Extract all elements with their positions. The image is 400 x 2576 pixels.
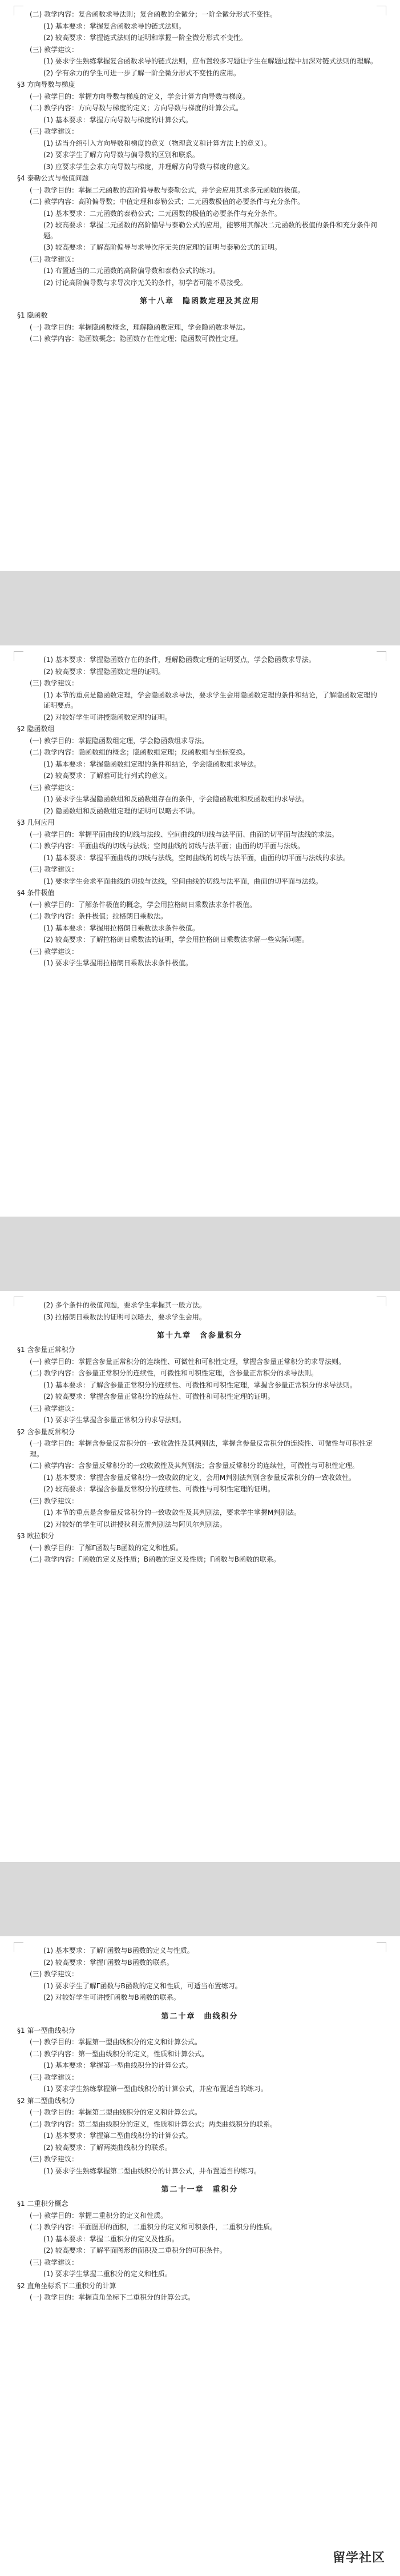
text-line: (三) 教学建议：: [30, 865, 79, 873]
text-line: (二) 教学内容：平面图形的面积，二重积分的定义和可积条件，二重积分的性质。: [30, 2223, 277, 2231]
document-page-4: [0, 1936, 400, 2576]
text-line: (1) 布置适当的二元函数的高阶偏导数和泰勒公式的练习。: [43, 267, 220, 275]
text-line: (2) 较高要求：掌握含参量正常积分的连续性、可微性和可积性定理的证明。: [43, 1393, 274, 1401]
section-heading: §3 欧拉积分: [17, 1532, 55, 1540]
text-line: (1) 基本要求：掌握含参量反常积分一致收敛的定义，会用M判别法判别含参量反常积分的一致收敛性。: [43, 1473, 356, 1482]
text-line: (1) 要求学生掌握二重积分的定义和性质。: [43, 2270, 172, 2278]
text-line: (1) 基本要求：掌握复合函数求导的链式法则。: [43, 22, 185, 30]
section-heading: §4 条件极值: [17, 889, 55, 897]
text-line: (一) 教学目的：掌握隐函数概念，理解隐函数定理，学会隐函数求导法。: [30, 323, 250, 331]
text-line: (二) 教学内容：第二型曲线积分的定义，性质和计算公式；两类曲线积分的联系。: [30, 2120, 277, 2128]
text-line: (二) 教学内容：隐函数组的概念；隐函数组定理；反函数组与坐标变换。: [30, 748, 250, 756]
text-line: (1) 基本要求：掌握第一型曲线积分的计算公式。: [43, 2061, 192, 2069]
text-line: (1) 基本要求：掌握方向导数与梯度的计算公式。: [43, 115, 192, 124]
text-line: (二) 教学内容：Γ函数的定义及性质；B函数的定义及性质；Γ函数与B函数的联系。: [30, 1555, 281, 1563]
text-line: (1) 本节的重点是含参量反常积分的一致收敛性及其判别法，要求学生掌握M判别法。: [43, 1508, 301, 1516]
section-heading: §3 几何应用: [17, 818, 55, 826]
text-line: (3) 拉格朗日乘数法的证明可以略去，要求学生会用。: [43, 1313, 206, 1321]
section-heading: §1 含参量正常积分: [17, 1346, 75, 1354]
text-line: (2) 要求学生了解方向导数与偏导数的区别和联系。: [43, 151, 199, 159]
text-line: (2) 较高要求：掌握含参量反常积分的连续性、可微性与可积性定理的证明。: [43, 1485, 274, 1493]
text-line: (2) 较高要求：了解平面图形的面积及二重积分的可积条件。: [43, 2246, 227, 2254]
text-line: (1) 要求学生会求平面曲线的切线与法线，空间曲线的切线与法平面，曲面的切平面与法线。: [43, 877, 322, 885]
text-line: (1) 要求学生熟练掌握第二型曲线积分的计算公式，并布置适当的练习。: [43, 2166, 261, 2175]
text-line: (1) 适当介绍引入方向导数和梯度的意义（物理意义和计算方法上的意义）。: [43, 139, 271, 147]
text-line: (1) 基本要求：掌握二重积分的定义及性质。: [43, 2234, 179, 2243]
text-line: (1) 本节的重点是隐函数定理，学会隐函数求导法，要求学生会用隐函数定理的条件和结论，了解隐函数定理的证明要点。: [43, 691, 377, 709]
section-heading: §1 隐函数: [17, 311, 48, 319]
text-line: (2) 讨论高阶偏导数与求导次序无关的条件，初学者可能不易接受。: [43, 278, 247, 287]
page-content: [17, 1299, 382, 1566]
text-line: (2) 学有余力的学生可进一步了解一阶全微分形式不变性的应用。: [43, 69, 240, 77]
text-line: (三) 教学建议：: [30, 127, 79, 135]
text-line: (1) 要求学生掌握含参量正常积分的求导法则。: [43, 1416, 185, 1424]
text-line: (2) 隐函数组和反函数组定理的证明可以略去不讲。: [43, 806, 199, 815]
text-line: (二) 教学内容：高阶偏导数；中值定理和泰勒公式；二元函数极值的必要条件与充分条件。: [30, 198, 305, 206]
text-line: (1) 基本要求：二元函数的泰勒公式；二元函数的极值的必要条件与充分条件。: [43, 209, 281, 218]
text-line: (三) 教学建议：: [30, 947, 79, 956]
text-line: (2) 较高要求：掌握链式法则的证明和掌握一阶全微分形式不变性。: [43, 34, 247, 42]
text-line: (1) 基本要求：掌握平面曲线的切线与法线，空间曲线的切线与法平面，曲面的切平面与法线的求法。: [43, 853, 350, 862]
page-content: [17, 1944, 382, 2304]
text-line: (三) 教学建议：: [30, 1970, 79, 1978]
text-line: (一) 教学目的：掌握二元函数的高阶偏导数与泰勒公式，并学会应用其求多元函数的极值。: [30, 186, 305, 194]
text-line: (一) 教学目的：掌握直角坐标下二重积分的计算公式。: [30, 2293, 195, 2301]
document-page-2: [0, 645, 400, 1217]
text-line: (一) 教学目的：掌握第二型曲线积分的定义和计算公式。: [30, 2108, 202, 2116]
text-line: (1) 要求学生了解Γ函数与B函数的定义和性质，可适当布置练习。: [43, 1981, 242, 1990]
text-line: (三) 教学建议：: [30, 2073, 79, 2081]
text-line: (二) 教学内容：第一型曲线积分的定义，性质和计算公式。: [30, 2049, 209, 2058]
watermark-text: 留学社区: [332, 2551, 385, 2565]
page-content: [17, 653, 382, 970]
text-line: (一) 教学目的：掌握隐函数组定理，学会隐函数组求导法。: [30, 736, 209, 745]
text-line: (三) 教学建议：: [30, 1496, 79, 1505]
text-line: (一) 教学目的：掌握第一型曲线积分的定义和计算公式。: [30, 2038, 202, 2046]
text-line: (2) 多个条件的极值问题，要求学生掌握其一般方法。: [43, 1301, 206, 1309]
text-line: (1) 要求学生掌握用拉格朗日乘数法求条件极值。: [43, 959, 192, 967]
text-line: (1) 要求学生掌握隐函数组和反函数组存在的条件，学会隐函数组和反函数组的求导法。: [43, 795, 309, 803]
text-line: (3) 较高要求：了解高阶偏导与求导次序无关的定理的证明与泰勒公式的证明。: [43, 243, 281, 251]
chapter-heading: 第二十章 曲线积分: [161, 2012, 239, 2021]
text-line: (三) 教学建议：: [30, 45, 79, 54]
text-line: (二) 教学内容：复合函数求导法则；复合函数的全微分；一阶全微分形式不变性。: [30, 10, 277, 18]
text-line: (三) 教学建议：: [30, 1404, 79, 1413]
text-line: (一) 教学目的：了解条件极值的概念，学会用拉格朗日乘数法求条件极值。: [30, 900, 257, 909]
chapter-heading: 第十八章 隐函数定理及其应用: [139, 297, 260, 306]
section-heading: §2 直角坐标系下二重积分的计算: [17, 2281, 116, 2290]
text-line: (一) 教学目的：掌握方向导数与梯度的定义，学会计算方向导数与梯度。: [30, 92, 250, 101]
text-line: (2) 对较好的学生可以讲授狄利克雷判别法与阿贝尔判别法。: [43, 1520, 227, 1528]
text-line: (1) 要求学生熟练掌握第一型曲线积分的计算公式，并应布置适当的练习。: [43, 2085, 268, 2093]
text-line: (2) 较高要求：掌握二元函数的高阶偏导与泰勒公式的应用，能够用其解决二元函数的极值的条件和充分条件问题。: [43, 221, 377, 240]
text-line: (1) 基本要求：掌握隐函数存在的条件，理解隐函数定理的证明要点，学会隐函数求导法。: [43, 656, 316, 664]
chapter-heading: 第二十一章 重积分: [161, 2185, 239, 2194]
text-line: (二) 教学内容：平面曲线的切线与法线；空间曲线的切线与法平面；曲面的切平面与法线。: [30, 842, 305, 850]
text-line: (二) 教学内容：方向导数与梯度的定义；方向导数与梯度的计算公式。: [30, 104, 243, 112]
section-heading: §2 第二型曲线积分: [17, 2096, 75, 2105]
chapter-heading: 第十九章 含参量积分: [156, 1331, 243, 1340]
text-line: (1) 要求学生熟练掌握复合函数求导的链式法则，应布置较多习题让学生在解题过程中加深对链式法则的理解。: [43, 57, 377, 65]
text-line: (1) 基本要求：了解Γ函数与B函数的定义与性质。: [43, 1947, 194, 1955]
text-line: (三) 教学建议：: [30, 255, 79, 263]
section-heading: §2 隐函数组: [17, 725, 55, 733]
section-heading: §2 含参量反常积分: [17, 1427, 75, 1436]
text-line: (一) 教学目的：了解Γ函数与B函数的定义和性质。: [30, 1543, 183, 1552]
text-line: (1) 基本要求：了解含参量正常积分的连续性、可微性和可积性定理，掌握含参量正常积分的求导法则。: [43, 1381, 357, 1389]
section-heading: §1 第一型曲线积分: [17, 2026, 75, 2035]
text-line: (1) 基本要求：掌握用拉格朗日乘数法求条件极值。: [43, 924, 199, 932]
text-line: (一) 教学目的：掌握含参量反常积分的一致收敛性及其判别法，掌握含参量反常积分的连续性、可微性与可积性定理。: [30, 1439, 373, 1458]
section-heading: §1 二重积分概念: [17, 2200, 68, 2208]
text-line: (二) 教学内容：含参量反常积分的一致收敛性及其判别法；含参量反常积分的连续性，可微性与可积性定理。: [30, 1462, 359, 1470]
text-line: (2) 对较好学生可讲授Γ函数与B函数的联系。: [43, 1993, 180, 2001]
document-page-1: [0, 0, 400, 571]
text-line: (二) 教学内容：含参量正常积分的连续性，可微性和可积性定理，含参量正常积分的求导法则。: [30, 1369, 318, 1377]
text-line: (2) 较高要求：掌握隐函数定理的证明。: [43, 667, 165, 676]
watermark-logo: [333, 2548, 385, 2566]
text-line: (2) 较高要求：了解两类曲线积分的联系。: [43, 2143, 172, 2152]
text-line: (三) 教学建议：: [30, 2258, 79, 2266]
text-line: (一) 教学目的：掌握二重积分的定义和性质。: [30, 2211, 168, 2220]
text-line: (2) 较高要求：掌握Γ函数与B函数的联系。: [43, 1958, 173, 1967]
text-line: (二) 教学内容：条件极值；拉格朗日乘数法。: [30, 912, 168, 920]
text-line: (三) 教学建议：: [30, 2155, 79, 2163]
text-line: (1) 基本要求：掌握第二型曲线积分的计算公式。: [43, 2132, 192, 2140]
text-line: (2) 对较好学生可讲授隐函数定理的证明。: [43, 713, 172, 721]
text-line: (三) 教学建议：: [30, 783, 79, 792]
page-content: [17, 8, 382, 346]
text-line: (2) 较高要求：了解雅可比行列式的意义。: [43, 772, 172, 780]
text-line: (1) 基本要求：掌握隐函数组定理的条件和结论，学会隐函数组求导法。: [43, 760, 261, 768]
text-line: (2) 较高要求：了解拉格朗日乘数法的证明，学会用拉格朗日乘数法求解一些实际问题。: [43, 936, 309, 944]
section-heading: §4 泰勒公式与极值问题: [17, 174, 89, 182]
text-line: (一) 教学目的：掌握平面曲线的切线与法线、空间曲线的切线与法平面、曲面的切平面与法线的求法。: [30, 830, 339, 838]
document-page-3: [0, 1291, 400, 1862]
text-line: (三) 教学建议：: [30, 679, 79, 687]
section-heading: §3 方向导数与梯度: [17, 81, 75, 89]
text-line: (二) 教学内容：隐函数概念；隐函数存在性定理；隐函数可微性定理。: [30, 335, 243, 343]
text-line: (一) 教学目的：掌握含参量正常积分的连续性、可微性和可积性定理，掌握含参量正常积分的求导法则。: [30, 1357, 346, 1366]
text-line: (3) 应要求学生会求方向导数与梯度，并理解方向导数与梯度的意义。: [43, 162, 254, 171]
